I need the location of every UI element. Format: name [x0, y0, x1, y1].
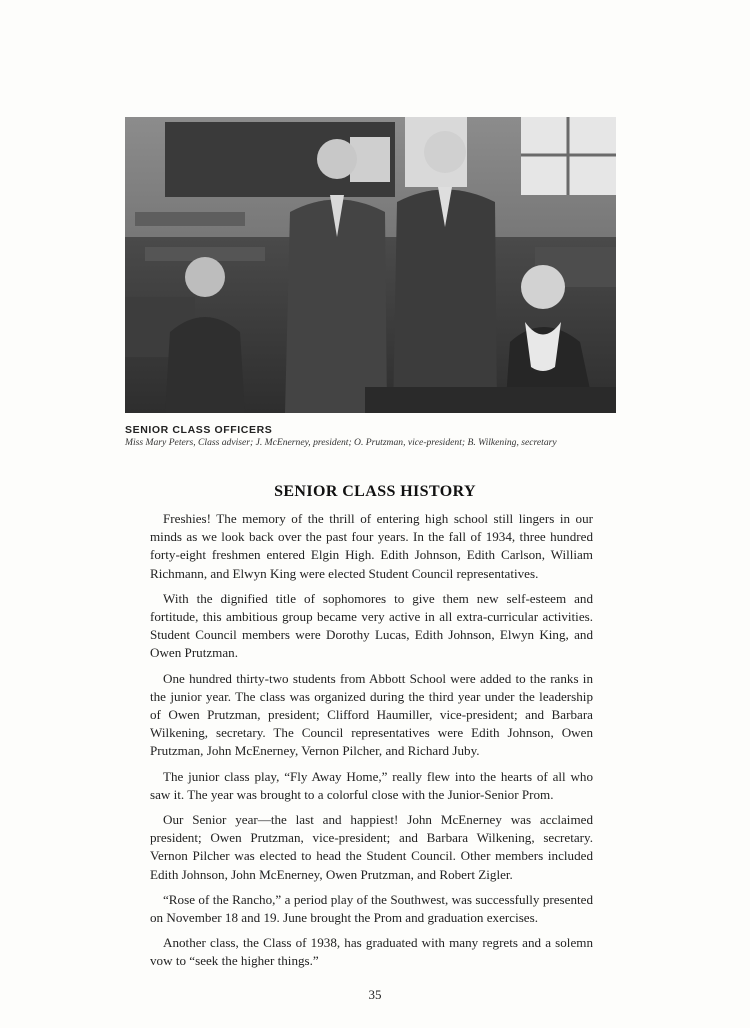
article-paragraph: The junior class play, “Fly Away Home,” really flew into the hearts of all who saw it. The year was brought to a colorful close with the Junior-Senior Prom. — [150, 768, 593, 802]
article-paragraph: Another class, the Class of 1938, has graduated with many regrets and a solemn vow to “seek the higher things.” — [150, 935, 593, 969]
class-officers-photo — [125, 117, 616, 413]
article-paragraph: One hundred thirty-two students from Abbott School were added to the ranks in the junior year. The class was organized during the third year under the leadership of Owen Prutzman, president; Clifford Haumiller, vice-president; and Barbara Wilkening, secretary. The Council representatives were Edith Johnson, Owen Prutzman, John McEnerney, Vernon Pilcher, and Richard Juby. — [150, 670, 593, 759]
class-officers-photo-illustration — [125, 117, 616, 413]
article-body — [150, 510, 593, 978]
page-number: 35 — [368, 987, 382, 1002]
photo-caption-names: Miss Mary Peters, Class adviser; J. McEnerney, president; O. Prutzman, vice-president; B. Wilkening, secretary — [125, 437, 557, 448]
photo-caption-title: SENIOR CLASS OFFICERS — [125, 424, 273, 436]
article-paragraph: With the dignified title of sophomores to give them new self-esteem and fortitude, this ambitious group became very active in all extra-curricular activities. Student Council members were Dorothy Lucas, Edith Johnson, Elwyn King, and Owen Prutzman. — [150, 590, 593, 661]
article-heading: SENIOR CLASS HISTORY — [274, 483, 476, 500]
article-paragraph: Our Senior year—the last and happiest! John McEnerney was acclaimed president; Owen Prutzman, vice-president; and Barbara Wilkening, secretary. Vernon Pilcher was elected to head the Student Council. Other members included Edith Johnson, John McEnerney, Owen Prutzman, and Robert Zigler. — [150, 812, 593, 882]
article-paragraph: Freshies! The memory of the thrill of entering high school still lingers in our minds as we look back over the past four years. In the fall of 1934, three hundred forty-eight freshmen entered Elgin High. Edith Johnson, Edith Carlson, William Richmann, and Elwyn King were elected Student Council representatives. — [150, 511, 593, 581]
article-paragraph: “Rose of the Rancho,” a period play of the Southwest, was successfully presented on November 18 and 19. June brought the Prom and graduation exercises. — [150, 891, 593, 926]
